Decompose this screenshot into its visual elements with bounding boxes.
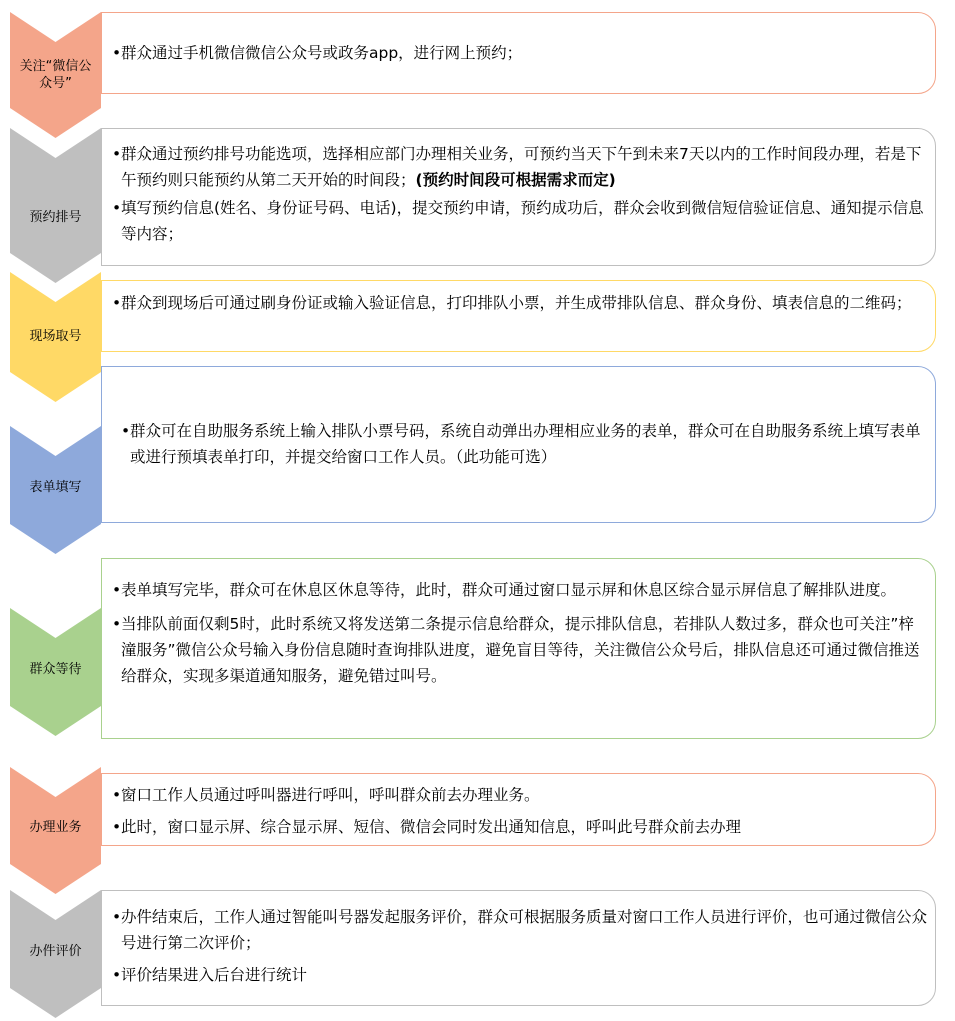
chevron-shape <box>10 128 101 283</box>
step-1-item: •群众通过手机微信微信公众号或政务app，进行网上预约； <box>112 40 927 66</box>
step-1-chevron <box>10 12 101 138</box>
step-7-item: •评价结果进入后台进行统计 <box>112 962 927 988</box>
bullet-icon: • <box>112 786 122 804</box>
bullet-icon: • <box>121 422 131 440</box>
bullet-icon: • <box>112 294 122 312</box>
step-3-label: 现场取号 <box>29 329 82 344</box>
bullet-icon: • <box>112 199 122 217</box>
step-5-label: 群众等待 <box>29 662 82 677</box>
step-3-item: •群众到现场后可通过刷身份证或输入验证信息，打印排队小票，并生成带排队信息、群众身份、填表信息的二维码； <box>112 290 927 316</box>
step-3-chevron <box>10 272 101 402</box>
step-7-label: 办件评价 <box>29 944 82 959</box>
bullet-icon: • <box>112 615 122 633</box>
step-5-item: •当排队前面仅剩5时，此时系统又将发送第二条提示信息给群众，提示排队信息，若排队人数过多，群众也可关注”梓潼服务”微信公众号输入身份信息随时查询排队进度，避免盲目等待，关注微信公众号后，排队信息还可通过微信推送给群众，实现多渠道通知服务，避免错过叫号。 <box>112 611 927 689</box>
step-2-label: 预约排号 <box>29 210 82 225</box>
step-2-description-box <box>101 128 936 266</box>
bullet-icon: • <box>112 44 122 62</box>
step-1-description-box <box>101 12 936 94</box>
step-1-label: 关注“微信公众号” <box>19 59 92 91</box>
bullet-icon: • <box>112 818 122 836</box>
step-2-item: •填写预约信息(姓名、身份证号码、电话)，提交预约申请，预约成功后，群众会收到微信短信验证信息、通知提示信息等内容； <box>112 195 927 247</box>
bullet-icon: • <box>112 145 122 163</box>
step-4-chevron <box>10 426 101 554</box>
step-6-item: •窗口工作人员通过呼叫器进行呼叫，呼叫群众前去办理业务。 <box>112 782 927 808</box>
step-5-item: •表单填写完毕，群众可在休息区休息等待，此时，群众可通过窗口显示屏和休息区综合显示屏信息了解排队进度。 <box>112 577 927 603</box>
bullet-icon: • <box>112 966 122 984</box>
bullet-icon: • <box>112 908 122 926</box>
step-2-item: •群众通过预约排号功能选项，选择相应部门办理相关业务，可预约当天下午到未来7天以内的工作时间段办理，若是下午预约则只能预约从第二天开始的时间段；(预约时间段可根据需求而定) <box>112 141 927 193</box>
step-6-chevron <box>10 767 101 894</box>
step-3-description-box <box>101 280 936 352</box>
step-7-item: •办件结束后，工作人通过智能叫号器发起服务评价，群众可根据服务质量对窗口工作人员进行评价，也可通过微信公众号进行第二次评价； <box>112 904 927 956</box>
step-6-item: •此时，窗口显示屏、综合显示屏、短信、微信会同时发出通知信息，呼叫此号群众前去办理 <box>112 814 927 840</box>
step-6-description-box <box>101 773 936 846</box>
step-4-item: •群众可在自助服务系统上输入排队小票号码，系统自动弹出办理相应业务的表单，群众可在自助服务系统上填写表单或进行预填表单打印，并提交给窗口工作人员。（此功能可选） <box>112 418 927 470</box>
step-2-chevron <box>10 128 101 283</box>
step-5-chevron <box>10 608 101 736</box>
step-4-label: 表单填写 <box>29 480 82 495</box>
step-5-description-box <box>101 558 936 739</box>
step-7-chevron <box>10 890 101 1018</box>
step-6-label: 办理业务 <box>29 820 82 835</box>
bullet-icon: • <box>112 581 122 599</box>
step-4-description-box <box>101 366 936 523</box>
step-7-description-box <box>101 890 936 1006</box>
